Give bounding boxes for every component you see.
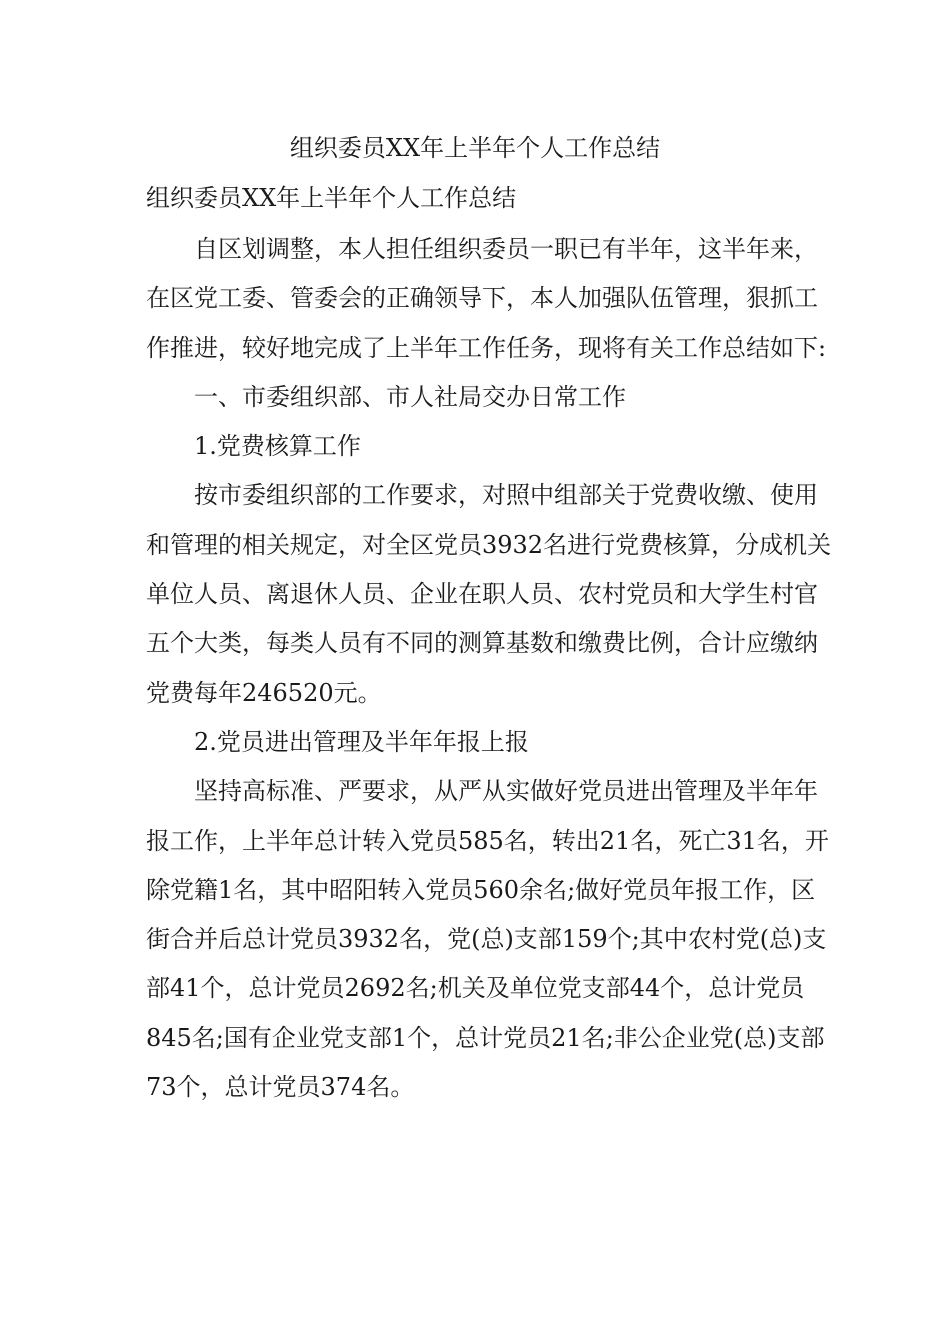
subsection-heading: 2.党员进出管理及半年年报上报 xyxy=(194,727,529,756)
body-paragraph: 按市委组织部的工作要求，对照中组部关于党费收缴、使用和管理的相关规定，对全区党员3932名进行党费核算，分成机关单位人员、离退休人员、企业在职人员、农村党员和大学生村官五个大类，每类人员有不同的测算基数和缴费比例，合计应缴纳党费每年246520元。 xyxy=(146,481,832,707)
subsection-heading: 1.党费核算工作 xyxy=(194,432,361,461)
document-subtitle: 组织委员XX年上半年个人工作总结 xyxy=(146,184,517,212)
section-heading: 一、市委组织部、市人社局交办日常工作 xyxy=(194,382,626,411)
document-title: 组织委员XX年上半年个人工作总结 xyxy=(289,134,661,162)
body-paragraph: 坚持高标准、严要求，从严从实做好党员进出管理及半年年报工作，上半年总计转入党员585名，转出21名，死亡31名，开除党籍1名，其中昭阳转入党员560余名;做好党员年报工作，区街合并后总计党员3932名，党(总)支部159个;其中农村党(总)支部41个，总计党员2692名;机关及单位党支部44个，总计党员845名;国有企业党支部1个，总计党员21名;非公企业党(总)支部73个，总计党员374名。 xyxy=(146,777,829,1102)
intro-paragraph: 自区划调整，本人担任组织委员一职已有半年，这半年来，在区党工委、管委会的正确领导下，本人加强队伍管理，狠抓工作推进，较好地完成了上半年工作任务，现将有关工作总结如下: xyxy=(146,235,827,362)
document-body xyxy=(146,225,836,1112)
